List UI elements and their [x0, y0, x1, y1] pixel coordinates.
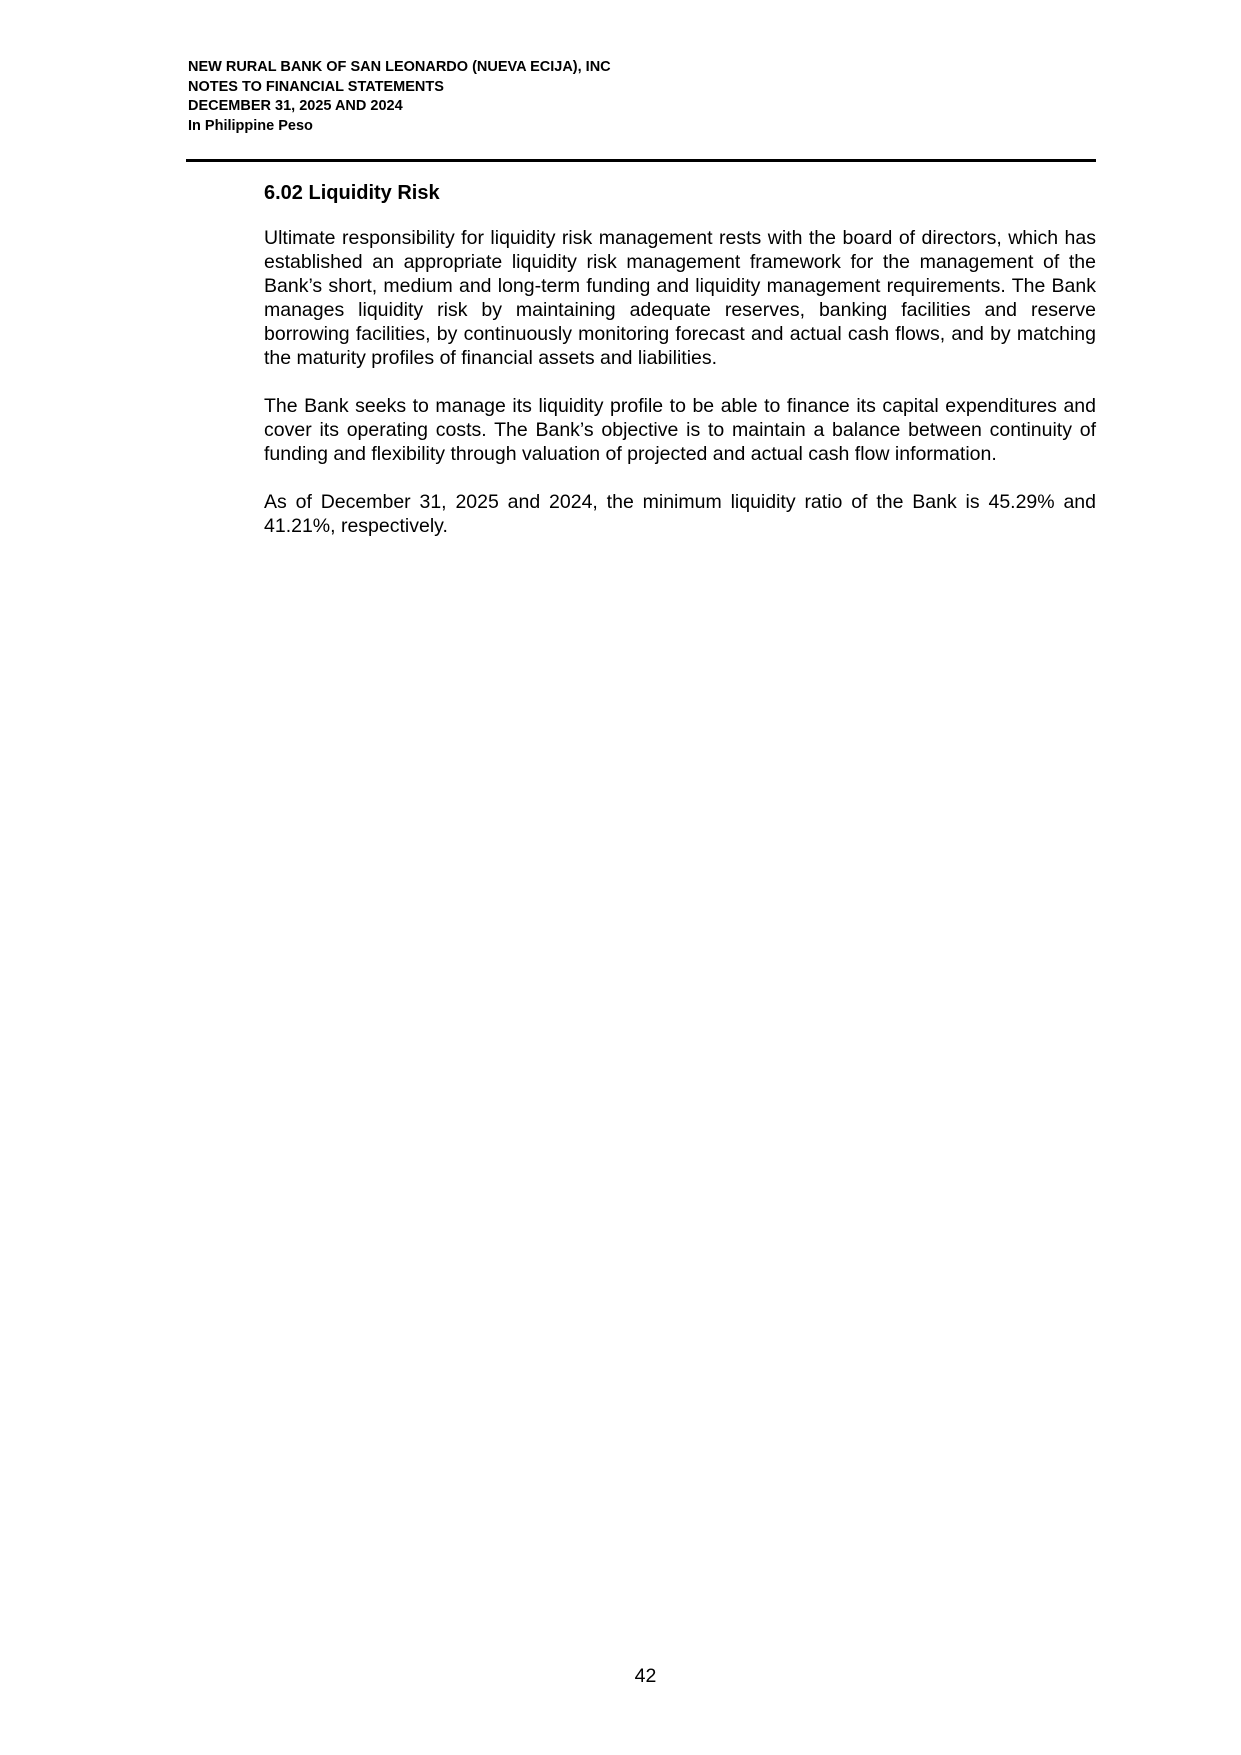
paragraph-responsibility: Ultimate responsibility for liquidity risk management rests with the board of directors, which has established an appropriate liquidity risk management framework for the management of the Bank’s short, medium and long-term funding and liquidity management requirements. The Bank manages liquidity risk by maintaining adequate reserves, banking facilities and reserve borrowing facilities, by continuously monitoring forecast and actual cash flows, and by matching the maturity profiles of financial assets and liabilities.	[264, 227, 1096, 369]
header-currency: In Philippine Peso	[188, 117, 313, 134]
header-document-title: NOTES TO FINANCIAL STATEMENTS	[188, 78, 444, 95]
section-liquidity-risk	[264, 180, 1096, 562]
page-header	[188, 58, 1088, 136]
header-bank-name: NEW RURAL BANK OF SAN LEONARDO (NUEVA ECIJA), INC	[188, 59, 611, 75]
section-title: 6.02 Liquidity Risk	[264, 182, 440, 204]
header-divider	[186, 159, 1096, 162]
paragraph-liquidity-profile: The Bank seeks to manage its liquidity profile to be able to finance its capital expenditures and cover its operating costs. The Bank’s objective is to maintain a balance between continuity of funding and flexibility through valuation of projected and actual cash flow information.	[264, 395, 1096, 465]
header-period: DECEMBER 31, 2025 AND 2024	[188, 98, 403, 114]
page-number: 42	[634, 1665, 657, 1687]
paragraph-liquidity-ratio: As of December 31, 2025 and 2024, the minimum liquidity ratio of the Bank is 45.29% and 41.21%, respectively.	[264, 491, 1096, 537]
